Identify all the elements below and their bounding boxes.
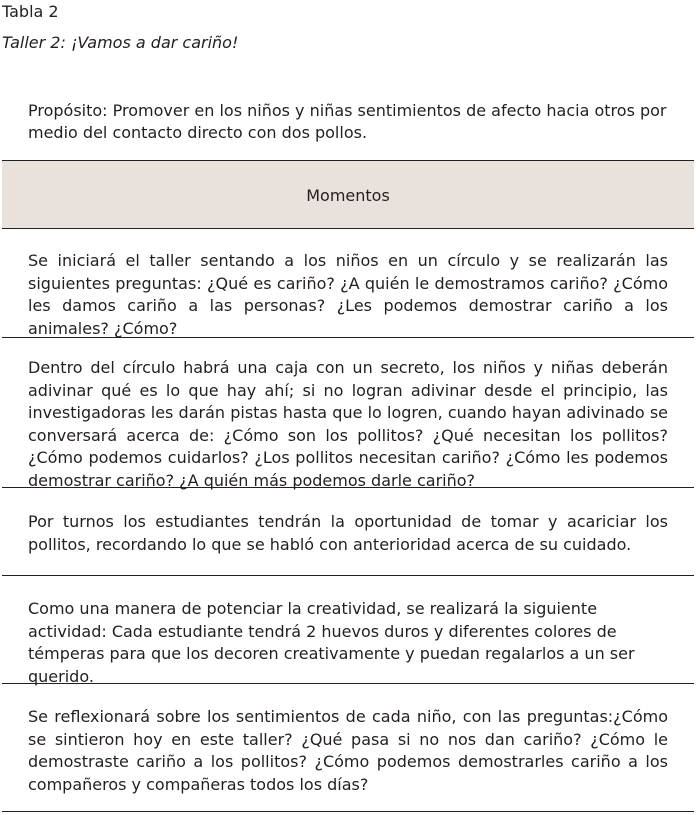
moment-row-5: Se reflexionará sobre los sentimientos de cada niño, con las preguntas:¿Cómo se sintieron hoy en este taller? ¿Qué pasa si no nos dan cariño? ¿Cómo le demostraste cariño a los pollitos? ¿Cómo podemos demostrarles cariño a los compañeros y compañeras todos los días? [28,707,668,794]
table-rule-bottom [2,811,694,812]
table-number: Tabla 2 [2,2,59,21]
table-rule-row-4 [2,683,694,684]
moment-row-1: Se iniciará el taller sentando a los niños en un círculo y se realizarán las siguientes preguntas: ¿Qué es cariño? ¿A quién le demostramos cariño? ¿Cómo les damos cariño a las personas? ¿Les podemos demostrar cariño a los animales? ¿Cómo? [28,251,668,338]
table-rule-row-2 [2,487,694,488]
moment-row-2: Dentro del círculo habrá una caja con un secreto, los niños y niñas deberán adivinar qué es lo que hay ahí; si no logran adivinar desde el principio, las investigadoras les darán pistas hasta que lo logren, cuando hayan adivinado se conversará acerca de: ¿Cómo son los pollitos? ¿Qué necesitan los pollitos? ¿Cómo podemos cuidarlos? ¿Los pollitos necesitan cariño? ¿Cómo les podemos demostrar cariño? ¿A quién más podemos darle cariño? [28,358,668,490]
purpose-text: Propósito: Promover en los niños y niñas sentimientos de afecto hacia otros por medio del contacto directo con dos pollos. [28,101,667,142]
header-label: Momentos [306,186,390,205]
table-rule-header [2,228,694,229]
moment-row-4: Como una manera de potenciar la creatividad, se realizará la siguiente actividad: Cada estudiante tendrá 2 huevos duros y diferentes colores de témperas para que los decoren creativamente y puedan regalarlos a un ser querido. [28,599,635,686]
table-rule-row-1 [2,337,694,338]
moment-row-3: Por turnos los estudiantes tendrán la oportunidad de tomar y acariciar los pollitos, recordando lo que se habló con anterioridad acerca de su cuidado. [28,512,668,554]
table-rule-row-3 [2,575,694,576]
table-title: Taller 2: ¡Vamos a dar cariño! [2,33,239,52]
